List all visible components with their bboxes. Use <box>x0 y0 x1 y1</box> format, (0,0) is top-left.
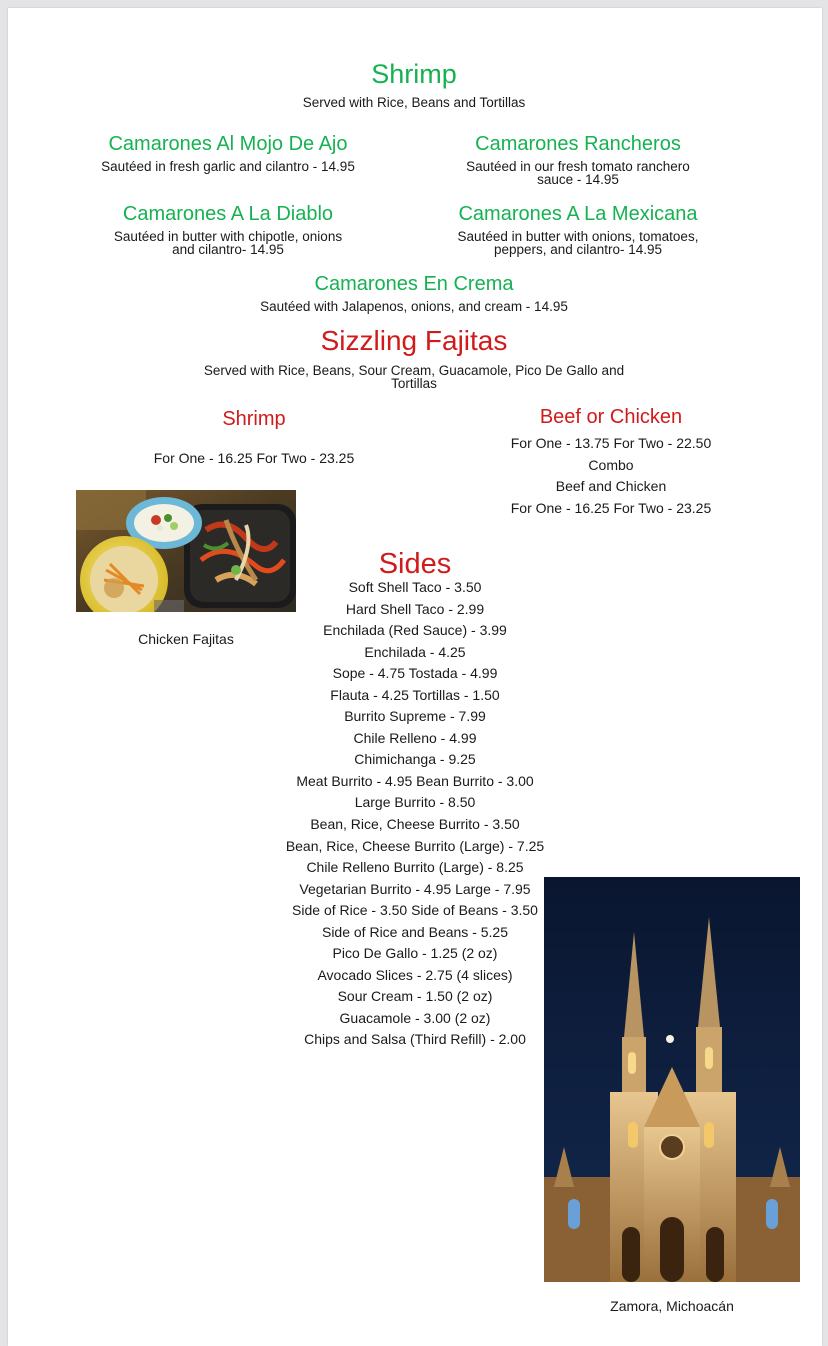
list-item: Enchilada - 4.25 <box>364 643 466 660</box>
fajitas-shrimp-title: Shrimp <box>222 408 286 430</box>
list-item: Soft Shell Taco - 3.50 <box>348 579 482 595</box>
list-item: Pico De Gallo - 1.25 (2 oz) <box>332 945 498 962</box>
fajitas-subtitle-line: Served with Rice, Beans, Sour Cream, Guacamole, Pico De Gallo and <box>203 363 625 378</box>
list-item: Hard Shell Taco - 2.99 <box>345 600 485 617</box>
item-name: Camarones Al Mojo De Ajo <box>108 133 348 155</box>
item-desc: sauce - 14.95 <box>537 172 619 187</box>
list-item: Chile Relleno Burrito (Large) - 8.25 <box>306 859 524 876</box>
menu-item-camarones-mexicana <box>418 202 738 256</box>
list-item: Sope - 4.75 Tostada - 4.99 <box>332 665 498 682</box>
shrimp-subtitle: Served with Rice, Beans and Tortillas <box>302 95 526 110</box>
cathedral-caption: Zamora, Michoacán <box>610 1298 734 1314</box>
list-item: Guacamole - 3.00 (2 oz) <box>339 1009 491 1026</box>
list-item: Large Burrito - 8.50 <box>354 794 476 811</box>
price-line: Beef and Chicken <box>555 478 667 495</box>
list-item: Side of Rice - 3.50 Side of Beans - 3.50 <box>292 902 538 919</box>
menu-item-camarones-mojo <box>68 132 388 173</box>
list-item: Chile Relleno - 4.99 <box>353 729 477 746</box>
fajitas-beef-chicken-title: Beef or Chicken <box>539 406 683 428</box>
item-desc: Sautéed in butter with onions, tomatoes, <box>457 229 699 244</box>
list-item: Meat Burrito - 4.95 Bean Burrito - 3.00 <box>296 772 534 789</box>
fajitas-subtitle <box>8 364 820 390</box>
item-desc: Sautéed with Jalapenos, onions, and cream - 14.95 <box>260 299 568 314</box>
item-desc: Sautéed in our fresh tomato ranchero <box>466 159 690 174</box>
item-name: Camarones A La Mexicana <box>458 203 698 225</box>
sides-title: Sides <box>378 548 452 580</box>
list-item: Chimichanga - 9.25 <box>354 751 476 768</box>
item-name: Camarones A La Diablo <box>122 203 334 225</box>
sides-list <box>248 577 582 1051</box>
item-desc: Sautéed in butter with chipotle, onions <box>113 229 343 244</box>
menu-item-camarones-diablo <box>68 202 388 256</box>
list-item: Avocado Slices - 2.75 (4 slices) <box>317 966 513 983</box>
list-item: Vegetarian Burrito - 4.95 Large - 7.95 <box>299 880 531 897</box>
fajitas-title: Sizzling Fajitas <box>320 325 508 356</box>
fajitas-photo-caption: Chicken Fajitas <box>138 631 234 647</box>
list-item: Sour Cream - 1.50 (2 oz) <box>337 988 493 1005</box>
list-item: Bean, Rice, Cheese Burrito (Large) - 7.25 <box>285 837 545 854</box>
list-item: Burrito Supreme - 7.99 <box>344 708 486 725</box>
item-name: Camarones En Crema <box>314 273 514 295</box>
menu-item-camarones-rancheros <box>418 132 738 186</box>
price-line: Combo <box>588 456 634 473</box>
list-item: Enchilada (Red Sauce) - 3.99 <box>323 622 507 639</box>
menu-item-camarones-crema <box>8 272 820 313</box>
price-line: For One - 16.25 For Two - 23.25 <box>510 499 712 516</box>
shrimp-title: Shrimp <box>371 59 457 89</box>
menu-page <box>8 8 822 1346</box>
price-line: For One - 13.75 For Two - 22.50 <box>510 435 712 451</box>
list-item: Chips and Salsa (Third Refill) - 2.00 <box>304 1031 526 1048</box>
item-desc: and cilantro- 14.95 <box>172 242 284 257</box>
list-item: Bean, Rice, Cheese Burrito - 3.50 <box>310 816 520 833</box>
fajitas-shrimp-price: For One - 16.25 For Two - 23.25 <box>153 450 355 466</box>
list-item: Flauta - 4.25 Tortillas - 1.50 <box>330 686 500 703</box>
item-desc: peppers, and cilantro- 14.95 <box>493 242 663 257</box>
cathedral-photo <box>544 877 800 1282</box>
item-name: Camarones Rancheros <box>475 133 681 155</box>
fajitas-subtitle-line: Tortillas <box>391 376 437 391</box>
item-desc: Sautéed in fresh garlic and cilantro - 14.95 <box>101 159 355 174</box>
list-item: Side of Rice and Beans - 5.25 <box>321 923 508 940</box>
fajitas-beef-chicken-prices <box>476 433 746 519</box>
